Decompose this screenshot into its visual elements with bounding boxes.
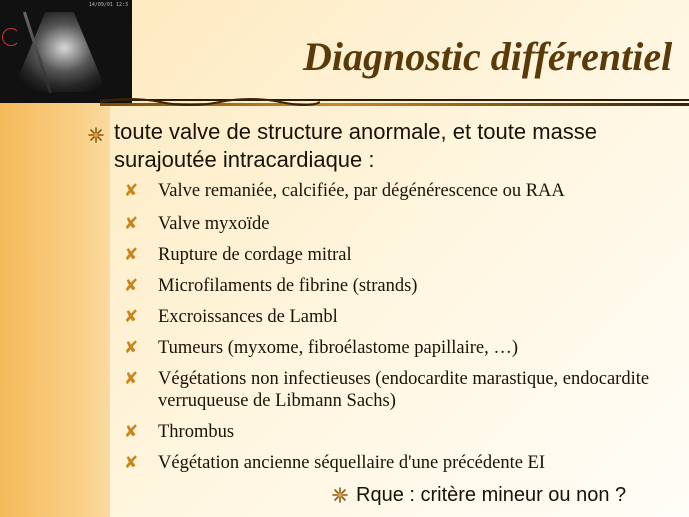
list-item bbox=[124, 180, 684, 202]
x-bullet-icon: ✘ bbox=[124, 276, 139, 296]
list-item-text: Végétations non infectieuses (endocardite marastique, endocardite verruqueuse de Libmann Sachs) bbox=[158, 369, 650, 411]
list-item-text: Thrombus bbox=[158, 422, 235, 442]
list-item-text: Excroissances de Lambl bbox=[158, 307, 338, 327]
note-remark bbox=[332, 484, 626, 509]
divider-wave-ornament bbox=[100, 96, 320, 108]
list-item-text: Tumeurs (myxome, fibroélastome papillaire, …) bbox=[158, 338, 518, 358]
differential-list bbox=[124, 180, 684, 474]
list-item-text: Microfilaments de fibrine (strands) bbox=[158, 276, 418, 296]
note-text: Rque : critère mineur ou non ? bbox=[356, 484, 627, 506]
x-bullet-icon: ✘ bbox=[124, 214, 139, 234]
list-item bbox=[124, 306, 684, 328]
list-item bbox=[124, 213, 684, 235]
star-bullet-icon bbox=[332, 486, 348, 509]
list-item bbox=[124, 452, 684, 474]
x-bullet-icon: ✘ bbox=[124, 338, 139, 358]
list-item bbox=[124, 337, 684, 359]
thumbnail-timestamp: 14/09/01 12:3 bbox=[88, 2, 128, 8]
list-item bbox=[124, 368, 684, 412]
list-item bbox=[124, 421, 684, 443]
echocardiogram-thumbnail bbox=[0, 0, 132, 103]
list-item-text: Valve remaniée, calcifiée, par dégénérescence ou RAA bbox=[158, 181, 565, 201]
list-item bbox=[124, 275, 684, 297]
star-bullet-icon bbox=[88, 122, 104, 150]
list-item bbox=[124, 244, 684, 266]
x-bullet-icon: ✘ bbox=[124, 307, 139, 327]
x-bullet-icon: ✘ bbox=[124, 369, 139, 389]
main-bullet-item bbox=[88, 118, 678, 174]
list-item-text: Valve myxoïde bbox=[158, 214, 270, 234]
list-item-text: Rupture de cordage mitral bbox=[158, 245, 352, 265]
x-bullet-icon: ✘ bbox=[124, 422, 139, 442]
list-item-text: Végétation ancienne séquellaire d'une précédente EI bbox=[158, 453, 546, 473]
slide-title: Diagnostic différentiel bbox=[303, 34, 673, 79]
main-bullet-text: toute valve de structure anormale, et toute masse surajoutée intracardiaque : bbox=[114, 119, 598, 172]
title-divider bbox=[100, 99, 689, 107]
ultrasound-marker bbox=[2, 28, 20, 46]
x-bullet-icon: ✘ bbox=[124, 453, 139, 473]
x-bullet-icon: ✘ bbox=[124, 245, 139, 265]
x-bullet-icon: ✘ bbox=[124, 181, 139, 201]
